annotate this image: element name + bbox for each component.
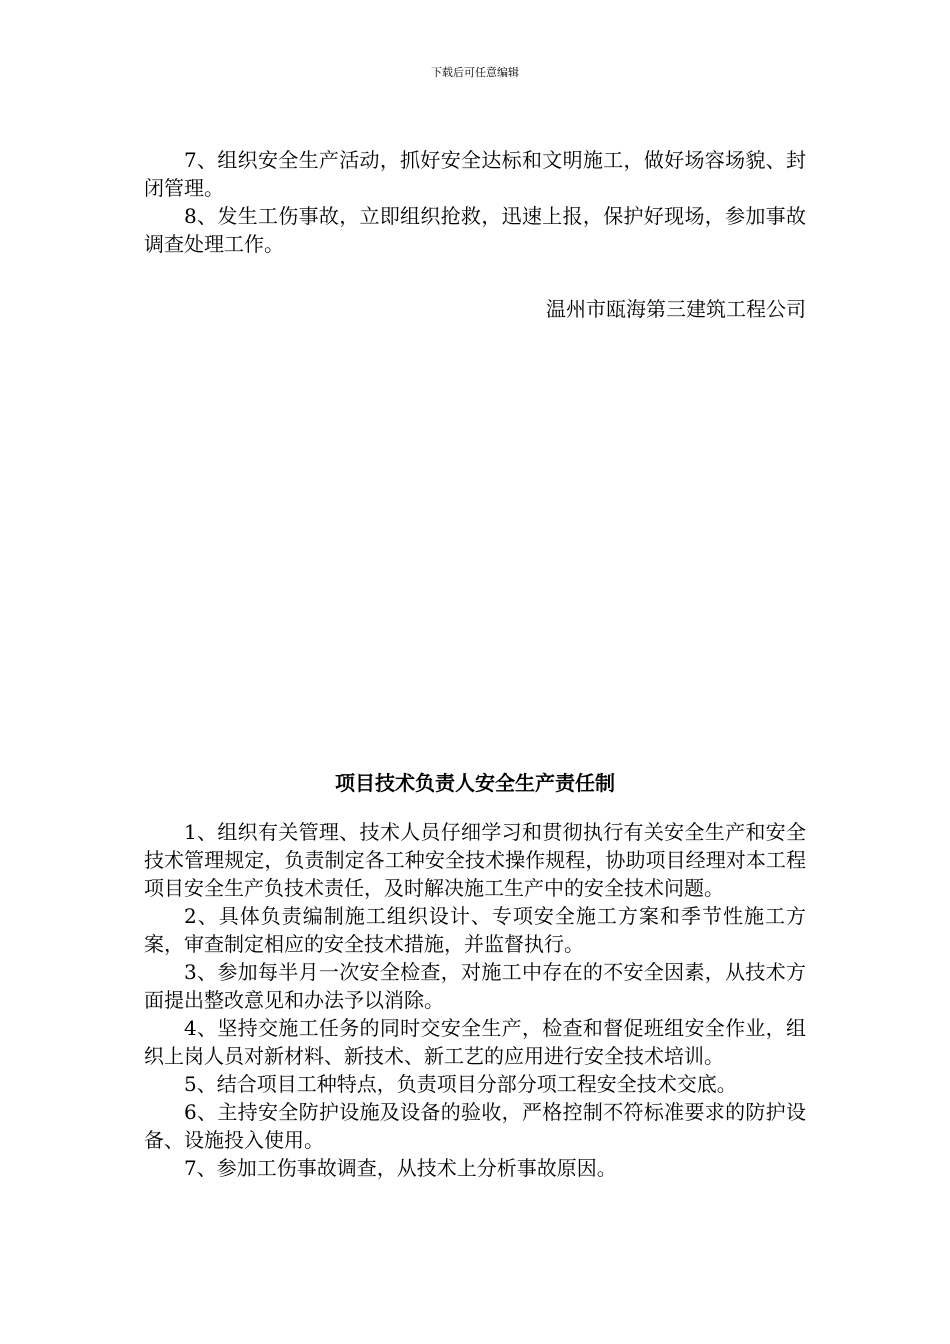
section-title: 项目技术负责人安全生产责任制 xyxy=(335,771,615,795)
paragraph-item: 3、参加每半月一次安全检查，对施工中存在的不安全因素，从技术方面提出整改意见和办法予以消除。 xyxy=(144,960,806,1012)
company-signature: 温州市瓯海第三建筑工程公司 xyxy=(546,297,806,321)
paragraph-item: 7、组织安全生产活动，抓好安全达标和文明施工，做好场容场貌、封闭管理。 xyxy=(144,148,806,200)
paragraph-item: 6、主持安全防护设施及设备的验收，严格控制不符标准要求的防护设备、设施投入使用。 xyxy=(144,1100,806,1152)
page-header-note: 下载后可任意编辑 xyxy=(431,66,519,79)
paragraph-item: 7、参加工伤事故调查，从技术上分析事故原因。 xyxy=(184,1156,617,1180)
paragraph-item: 1、组织有关管理、技术人员仔细学习和贯彻执行有关安全生产和安全技术管理规定，负责制定各工种安全技术操作规程，协助项目经理对本工程项目安全生产负技术责任，及时解决施工生产中的安全技术问题。 xyxy=(144,820,806,900)
paragraph-item: 4、坚持交施工任务的同时交安全生产，检查和督促班组安全作业，组织上岗人员对新材料、新技术、新工艺的应用进行安全技术培训。 xyxy=(144,1016,806,1068)
bottom-section xyxy=(144,818,806,1182)
paragraph-item: 5、结合项目工种特点，负责项目分部分项工程安全技术交底。 xyxy=(184,1072,737,1096)
paragraph-item: 8、发生工伤事故，立即组织抢救，迅速上报，保护好现场，参加事故调查处理工作。 xyxy=(144,204,806,256)
top-section xyxy=(144,146,806,258)
paragraph-item: 2、具体负责编制施工组织设计、专项安全施工方案和季节性施工方案，审查制定相应的安全技术措施，并监督执行。 xyxy=(144,904,806,956)
